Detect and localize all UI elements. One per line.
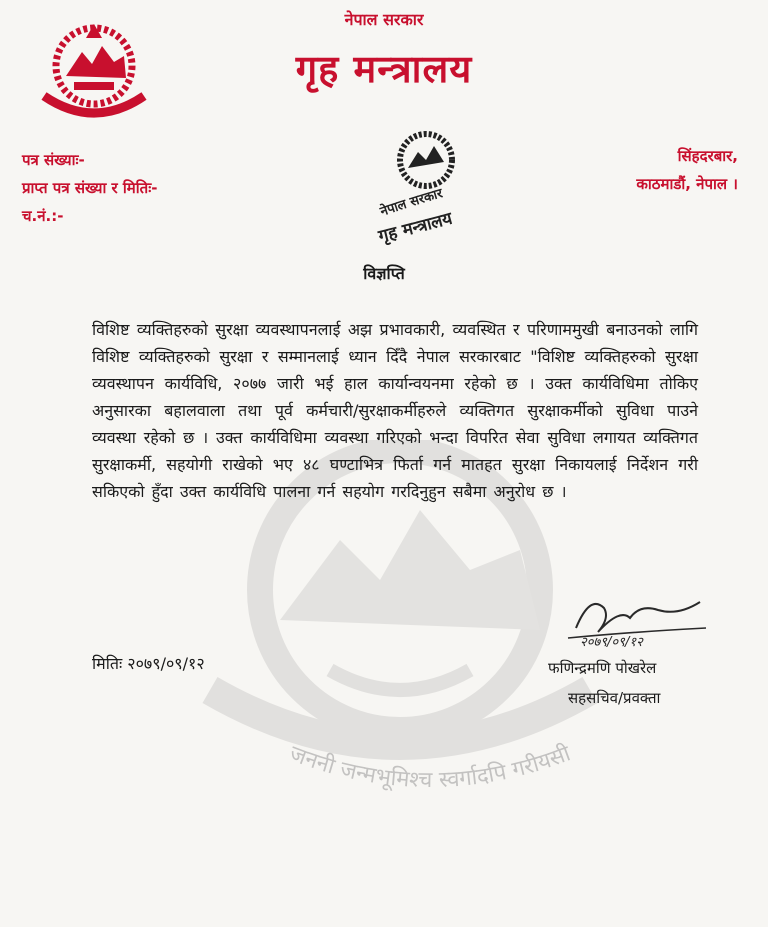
ministry-title: गृह मन्त्रालय <box>295 47 473 91</box>
notice-date: मितिः २०७९/०९/१२ <box>92 654 205 673</box>
notice-heading: विज्ञप्ति <box>363 264 405 283</box>
government-name: नेपाल सरकार <box>344 10 424 29</box>
reference-number-label: पत्र संख्याः- <box>22 151 85 169</box>
signatory-name: फणिन्द्रमणि पोखरेल <box>548 659 657 677</box>
svg-text:नेपाल सरकार: नेपाल सरकार <box>378 186 445 220</box>
address-line-2: काठमाडौं, नेपाल । <box>636 175 738 193</box>
handwritten-signature <box>560 588 710 652</box>
svg-text:गृह मन्त्रालय: गृह मन्त्रालय <box>376 208 455 247</box>
received-letter-label: प्राप्त पत्र संख्या र मितिः- <box>22 179 158 197</box>
svg-text:२०७९/०९/१२: २०७९/०९/१२ <box>580 635 643 650</box>
address-line-1: सिंहदरबार, <box>677 147 738 165</box>
ministry-seal <box>370 124 510 250</box>
notice-body: विशिष्ट व्यक्तिहरुको सुरक्षा व्यवस्थापनलाई अझ प्रभावकारी, व्यवस्थित र परिणाममुखी बनाउनको लागि विशिष्ट व्यक्तिहरुको सुरक्षा र सम्मानलाई ध्यान दिँदै नेपाल सरकारबाट "विशिष्ट व्यक्तिहरुको सुरक्षा व्यवस्थापन कार्यविधि, २०७७ जारी भई हाल कार्यान्वयनमा रहेको छ । उक्त कार्यविधिमा तोकिए अनुसारका बहालवाला तथा पूर्व कर्मचारी/सुरक्षाकर्मीहरुले व्यक्तिगत सुरक्षाकर्मीको सुविधा पाउने व्यवस्था रहेको छ । उक्त कार्यविधिमा व्यवस्था गरिएको भन्दा विपरित सेवा सुविधा लगायत व्यक्तिगत सुरक्षाकर्मी, सहयोगी राखेको भए ४८ घण्टाभित्र फिर्ता गर्न मातहत सुरक्षा निकायलाई निर्देशन गरी सकिएको हुँदा उक्त कार्यविधि पालना गर्न सहयोग गरदिनुहुन सबैमा अनुरोध छ । <box>92 320 698 501</box>
signatory-title: सहसचिव/प्रवक्ता <box>568 689 661 707</box>
watermark-motto <box>240 722 620 822</box>
dispatch-number-label: च.नं.:- <box>22 207 64 225</box>
svg-text:जननी जन्मभूमिश्च स्वर्गादपि गर: जननी जन्मभूमिश्च स्वर्गादपि गरीयसी <box>286 741 574 794</box>
